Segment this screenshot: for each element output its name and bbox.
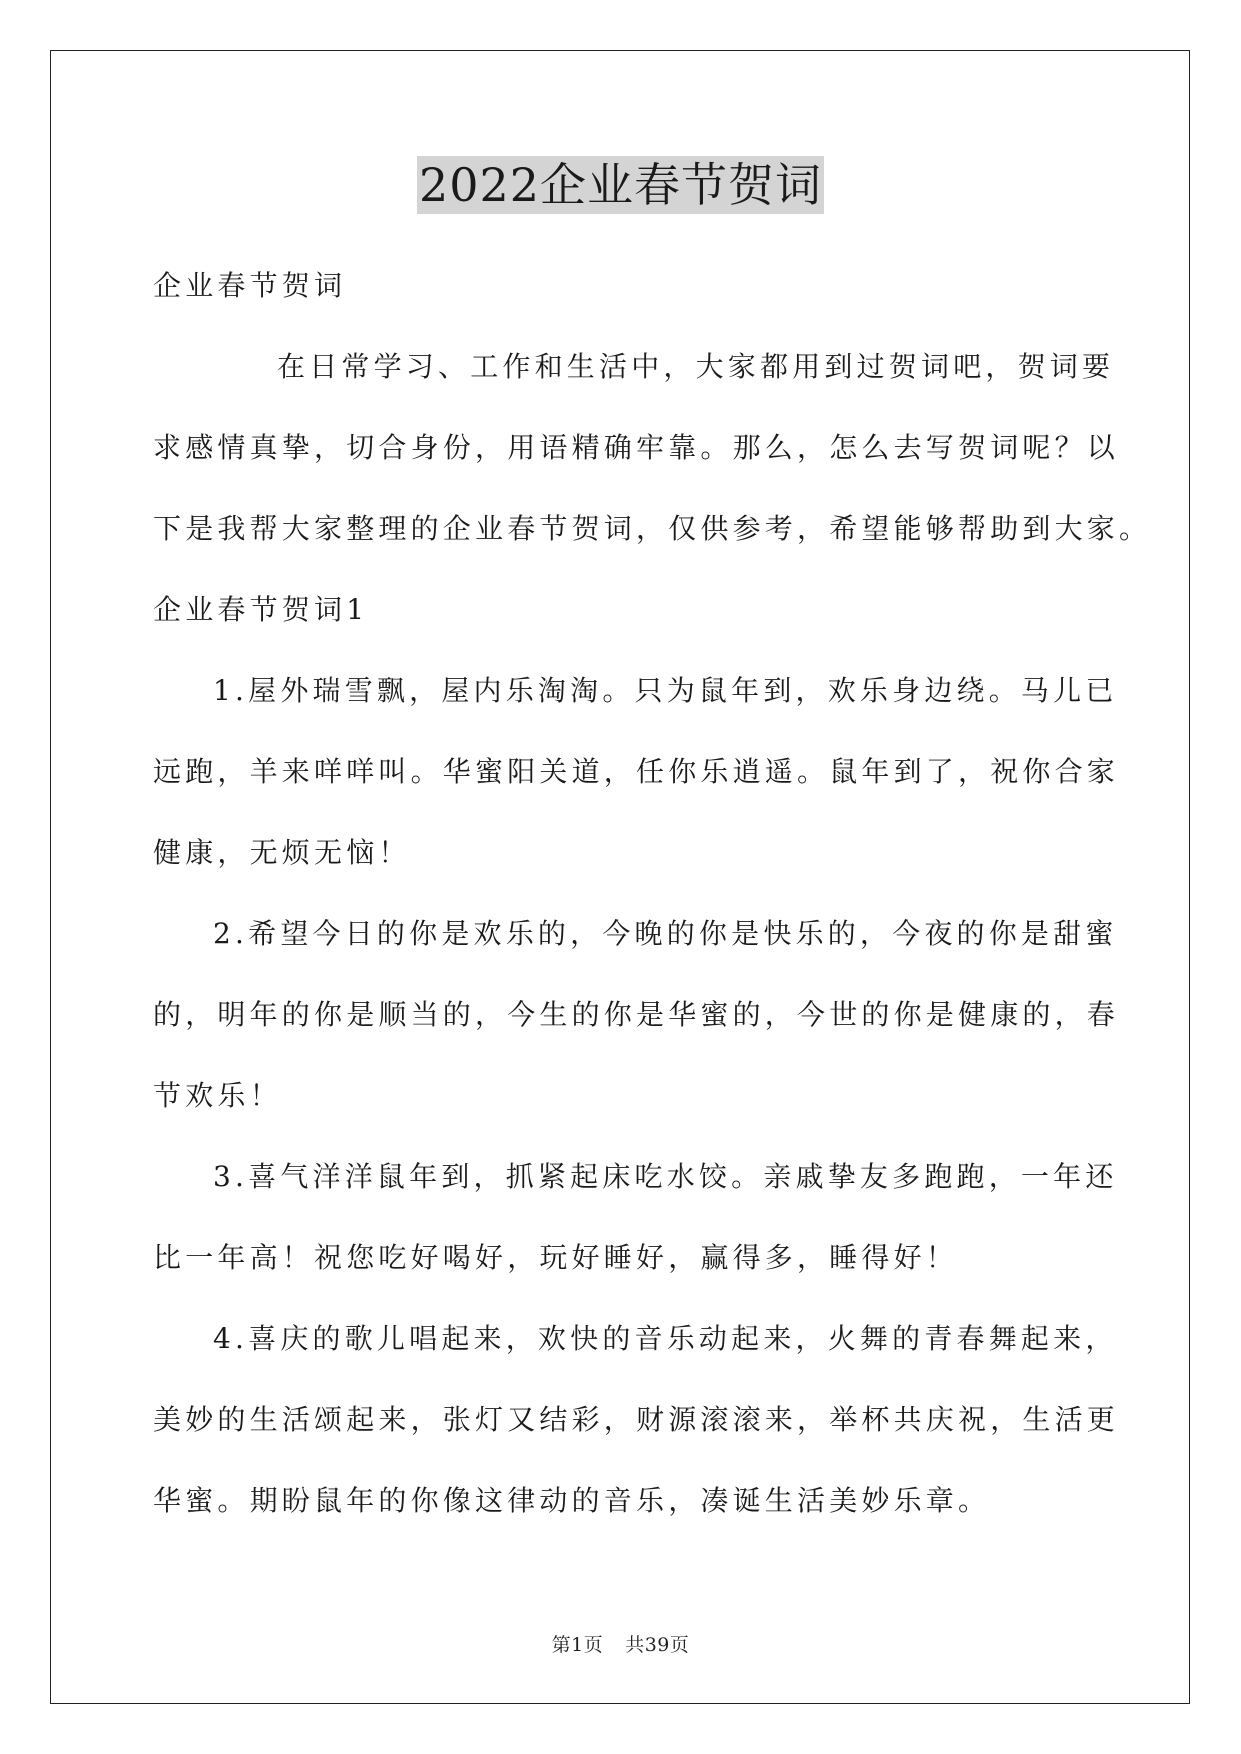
section-heading: 企业春节贺词 [153, 269, 347, 302]
page-number: 第1页 [551, 1634, 604, 1656]
paragraph-line: 下是我帮大家整理的企业春节贺词，仅供参考，希望能够帮助到大家。 [153, 512, 1152, 545]
paragraph-line: 3.喜气洋洋鼠年到，抓紧起床吃水饺。亲戚挚友多跑跑，一年还 [213, 1160, 1118, 1193]
paragraph-line: 的，明年的你是顺当的，今生的你是华蜜的，今世的你是健康的，春 [153, 998, 1120, 1031]
paragraph-line: 健康，无烦无恼！ [153, 836, 411, 869]
paragraph-line: 节欢乐！ [153, 1079, 282, 1112]
section-heading: 企业春节贺词1 [153, 593, 369, 626]
paragraph-line: 1.屋外瑞雪飘，屋内乐淘淘。只为鼠年到，欢乐身边绕。马儿已 [213, 674, 1118, 707]
document-title-wrapper [0, 156, 1241, 214]
page-total: 共39页 [625, 1634, 690, 1656]
paragraph-line: 求感情真挚，切合身份，用语精确牢靠。那么，怎么去写贺词呢？以 [153, 431, 1120, 464]
paragraph-line: 远跑，羊来咩咩叫。华蜜阳关道，任你乐逍遥。鼠年到了，祝你合家 [153, 755, 1120, 788]
paragraph-line: 比一年高！祝您吃好喝好，玩好睡好，赢得多，睡得好！ [153, 1241, 959, 1274]
paragraph-line: 4.喜庆的歌儿唱起来，欢快的音乐动起来，火舞的青春舞起来， [213, 1322, 1118, 1355]
paragraph-line: 华蜜。期盼鼠年的你像这律动的音乐，凑诞生活美妙乐章。 [153, 1484, 991, 1517]
document-title: 2022企业春节贺词 [418, 158, 823, 212]
paragraph-line: 美妙的生活颂起来，张灯又结彩，财源滚滚来，举杯共庆祝，生活更 [153, 1403, 1120, 1436]
page-footer [0, 1630, 1241, 1657]
paragraph-line: 在日常学习、工作和生活中，大家都用到过贺词吧，贺词要 [277, 350, 1115, 383]
paragraph-line: 2.希望今日的你是欢乐的，今晚的你是快乐的，今夜的你是甜蜜 [213, 917, 1118, 950]
document-body [153, 245, 1152, 1541]
